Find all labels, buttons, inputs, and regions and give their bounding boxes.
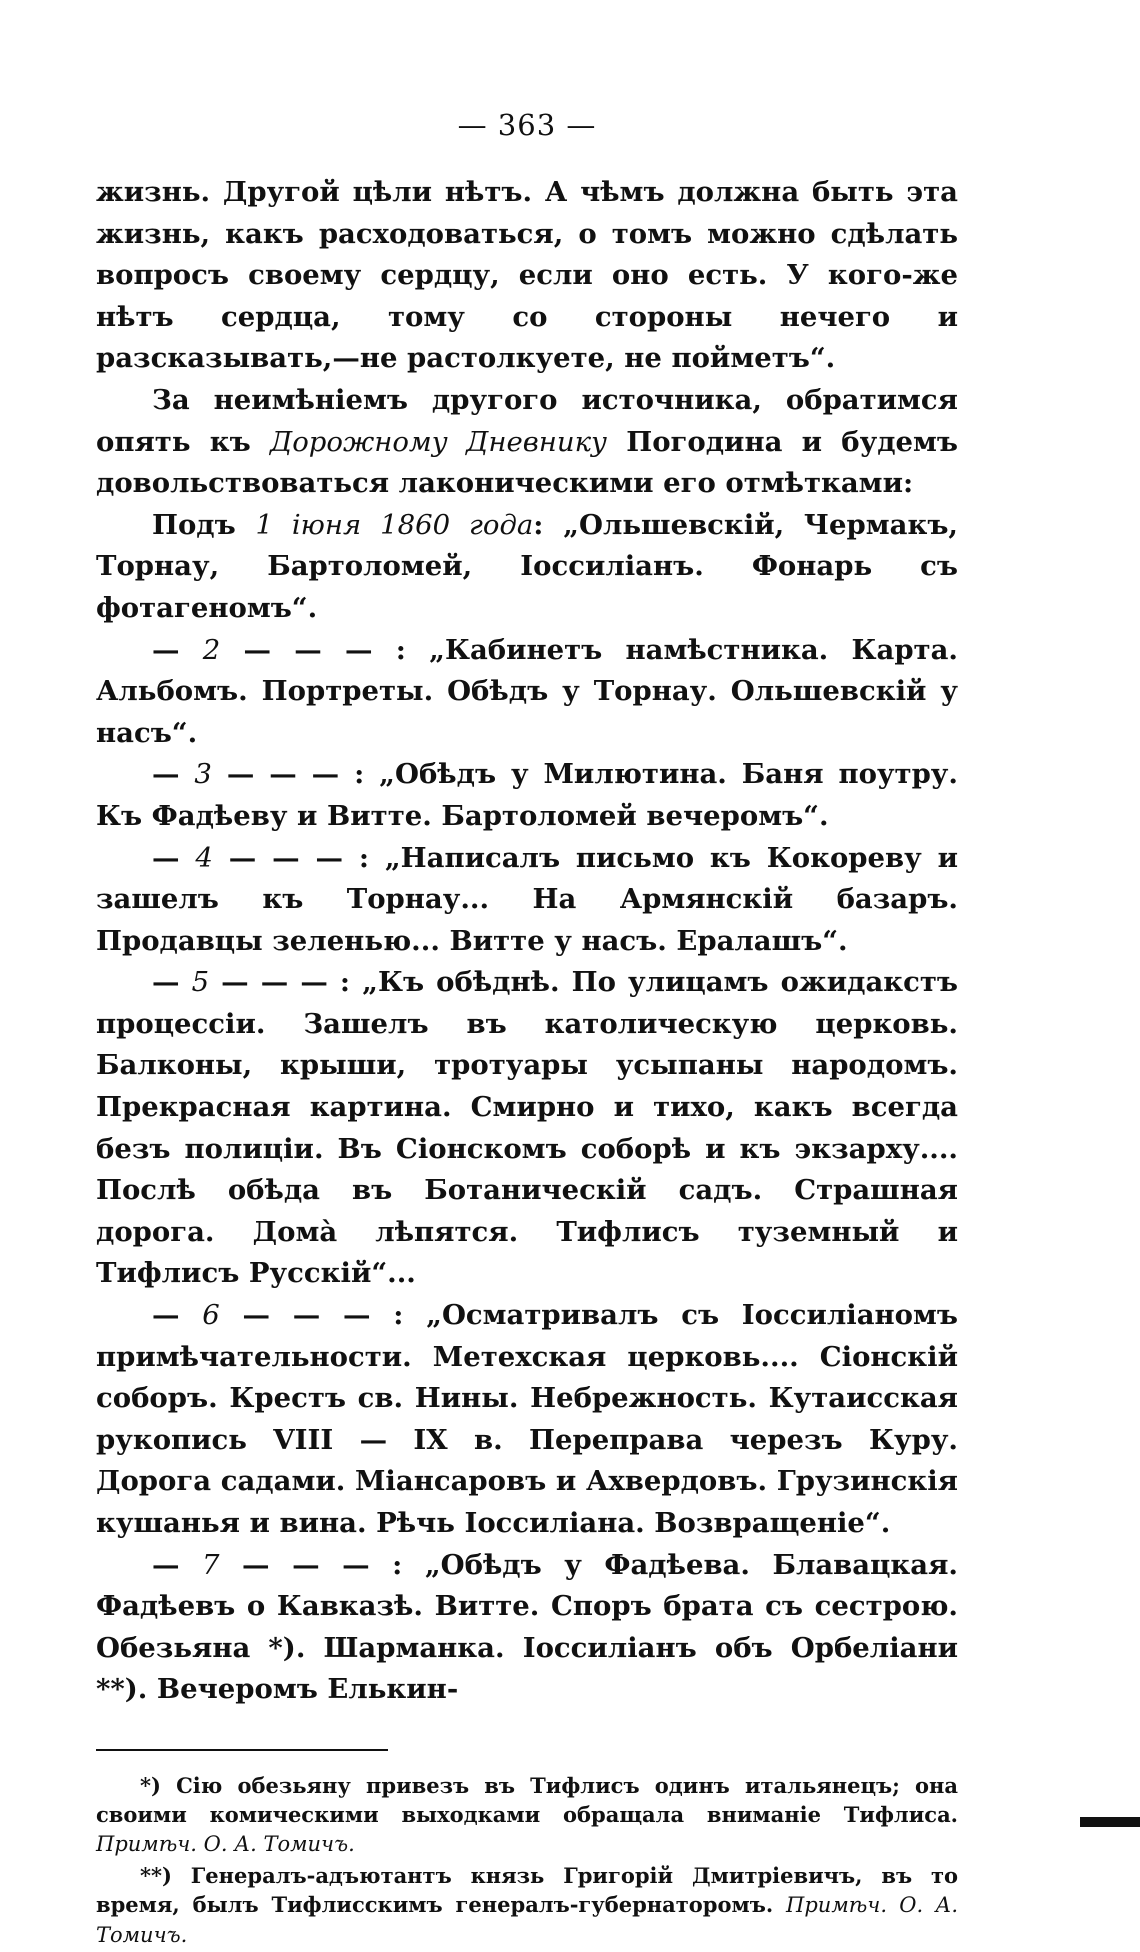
footnote-2 <box>96 1861 958 1950</box>
entry-prefix: — <box>152 633 203 666</box>
scan-edge-mark <box>1080 1817 1140 1827</box>
entry-prefix: — <box>152 1548 203 1581</box>
diary-entry-7 <box>96 1545 958 1711</box>
diary-entry-6 <box>96 1295 958 1545</box>
entry-prefix: Подъ <box>152 508 256 541</box>
entry-text: — — — : „Осматривалъ съ Іоссиліаномъ примѣчательности. Метехская церковь.... Сіонскій соборъ. Крестъ св. Нины. Небрежность. Кутаисская рукопись VIII — IX в. Переправа черезъ Куру. Дорога садами. Міансаровъ и Ахвердовъ. Грузинскія кушанья и вина. Рѣчь Іоссиліана. Возвращеніе“. <box>96 1299 958 1539</box>
footnote-text: *) Сію обезьяну привезъ въ Тифлисъ одинъ итальянецъ; она своими комическими выходками обращала вниманіе Тифлиса. <box>96 1772 958 1827</box>
entry-date: 7 <box>202 1548 220 1581</box>
diary-entry-5 <box>96 962 958 1295</box>
entry-date: 6 <box>202 1299 220 1332</box>
entry-text: — — — : „Написалъ письмо къ Кокореву и зашелъ къ Торнау... На Армянскій базаръ. Продавцы зеленью... Витте у насъ. Ералашъ“. <box>96 841 958 957</box>
entry-prefix: — <box>152 841 196 874</box>
footnote-attribution: Примѣч. О. А. Томичъ. <box>96 1831 355 1856</box>
footnote-attribution: Примѣч. О. А. Томичъ. <box>96 1892 958 1947</box>
footnotes <box>96 1771 958 1950</box>
entry-text: — — — : „Обѣдъ у Фадѣева. Блавацкая. Фадѣевъ о Кавказѣ. Витте. Споръ брата съ сестрою. Обезьяна *). Шарманка. Іоссиліанъ объ Орбеліани **). Вечеромъ Елькин- <box>96 1548 958 1706</box>
footnote-text: **) Генералъ-адъютантъ князь Григорій Дмитріевичъ, въ то время, былъ Тифлисскимъ генералъ-губернаторомъ. <box>96 1862 958 1917</box>
entry-prefix: — <box>152 1299 203 1332</box>
intro-book-title: Дорожному Дневнику <box>269 425 607 458</box>
entry-text: — — — : „Къ обѣднѣ. По улицамъ ожидакстъ процессіи. Зашелъ въ католическую церковь. Балконы, крыши, тротуары усыпаны народомъ. Прекрасная картина. Смирно и тихо, какъ всегда безъ полиціи. Въ Сіонскомъ соборѣ и къ экзарху.... Послѣ обѣда въ Ботаническій садъ. Страшная дорога. Домà лѣпятся. Тифлисъ туземный и Тифлисъ Русскій“... <box>96 966 958 1290</box>
footnote-separator <box>96 1749 388 1751</box>
body-text <box>96 172 958 1711</box>
entry-prefix: — <box>152 966 192 999</box>
footnote-1 <box>96 1771 958 1859</box>
diary-entry-1 <box>96 505 958 630</box>
entry-date: 2 <box>202 633 221 666</box>
diary-entry-2 <box>96 630 958 755</box>
intro-text-before: За неимѣніемъ другого источника, обратимся опять къ <box>96 383 958 458</box>
entry-date: 1 іюня 1860 года <box>255 508 534 541</box>
diary-entry-3 <box>96 754 958 837</box>
paragraph-continuation: жизнь. Другой цѣли нѣтъ. А чѣмъ должна быть эта жизнь, какъ расходоваться, о томъ можно сдѣлать вопросъ своему сердцу, если оно есть. У кого-же нѣтъ сердца, тому со стороны нечего и разсказывать,—не растолкуете, не пойметъ“. <box>96 176 958 375</box>
page-content <box>96 108 958 1952</box>
entry-text: : „Ольшевскій, Чермакъ, Торнау, Бартоломей, Іоссиліанъ. Фонарь съ фотагеномъ“. <box>96 508 959 624</box>
entry-prefix: — <box>152 758 195 791</box>
page-number: — 363 — <box>457 108 597 142</box>
entry-text: — — — : „Обѣдъ у Милютина. Баня поутру. Къ Фадѣеву и Витте. Бартоломей вечеромъ“. <box>96 758 958 832</box>
diary-entry-4 <box>96 838 958 963</box>
entry-date: 4 <box>195 841 213 874</box>
entry-date: 5 <box>191 966 210 999</box>
paragraph-intro <box>96 380 958 505</box>
entry-text: — — — : „Кабинетъ намѣстника. Карта. Альбомъ. Портреты. Обѣдъ у Торнау. Ольшевскій у насъ“. <box>96 633 958 749</box>
intro-text-after: Погодина и будемъ довольствоваться лаконическими его отмѣтками: <box>96 425 958 500</box>
entry-date: 3 <box>194 758 212 791</box>
